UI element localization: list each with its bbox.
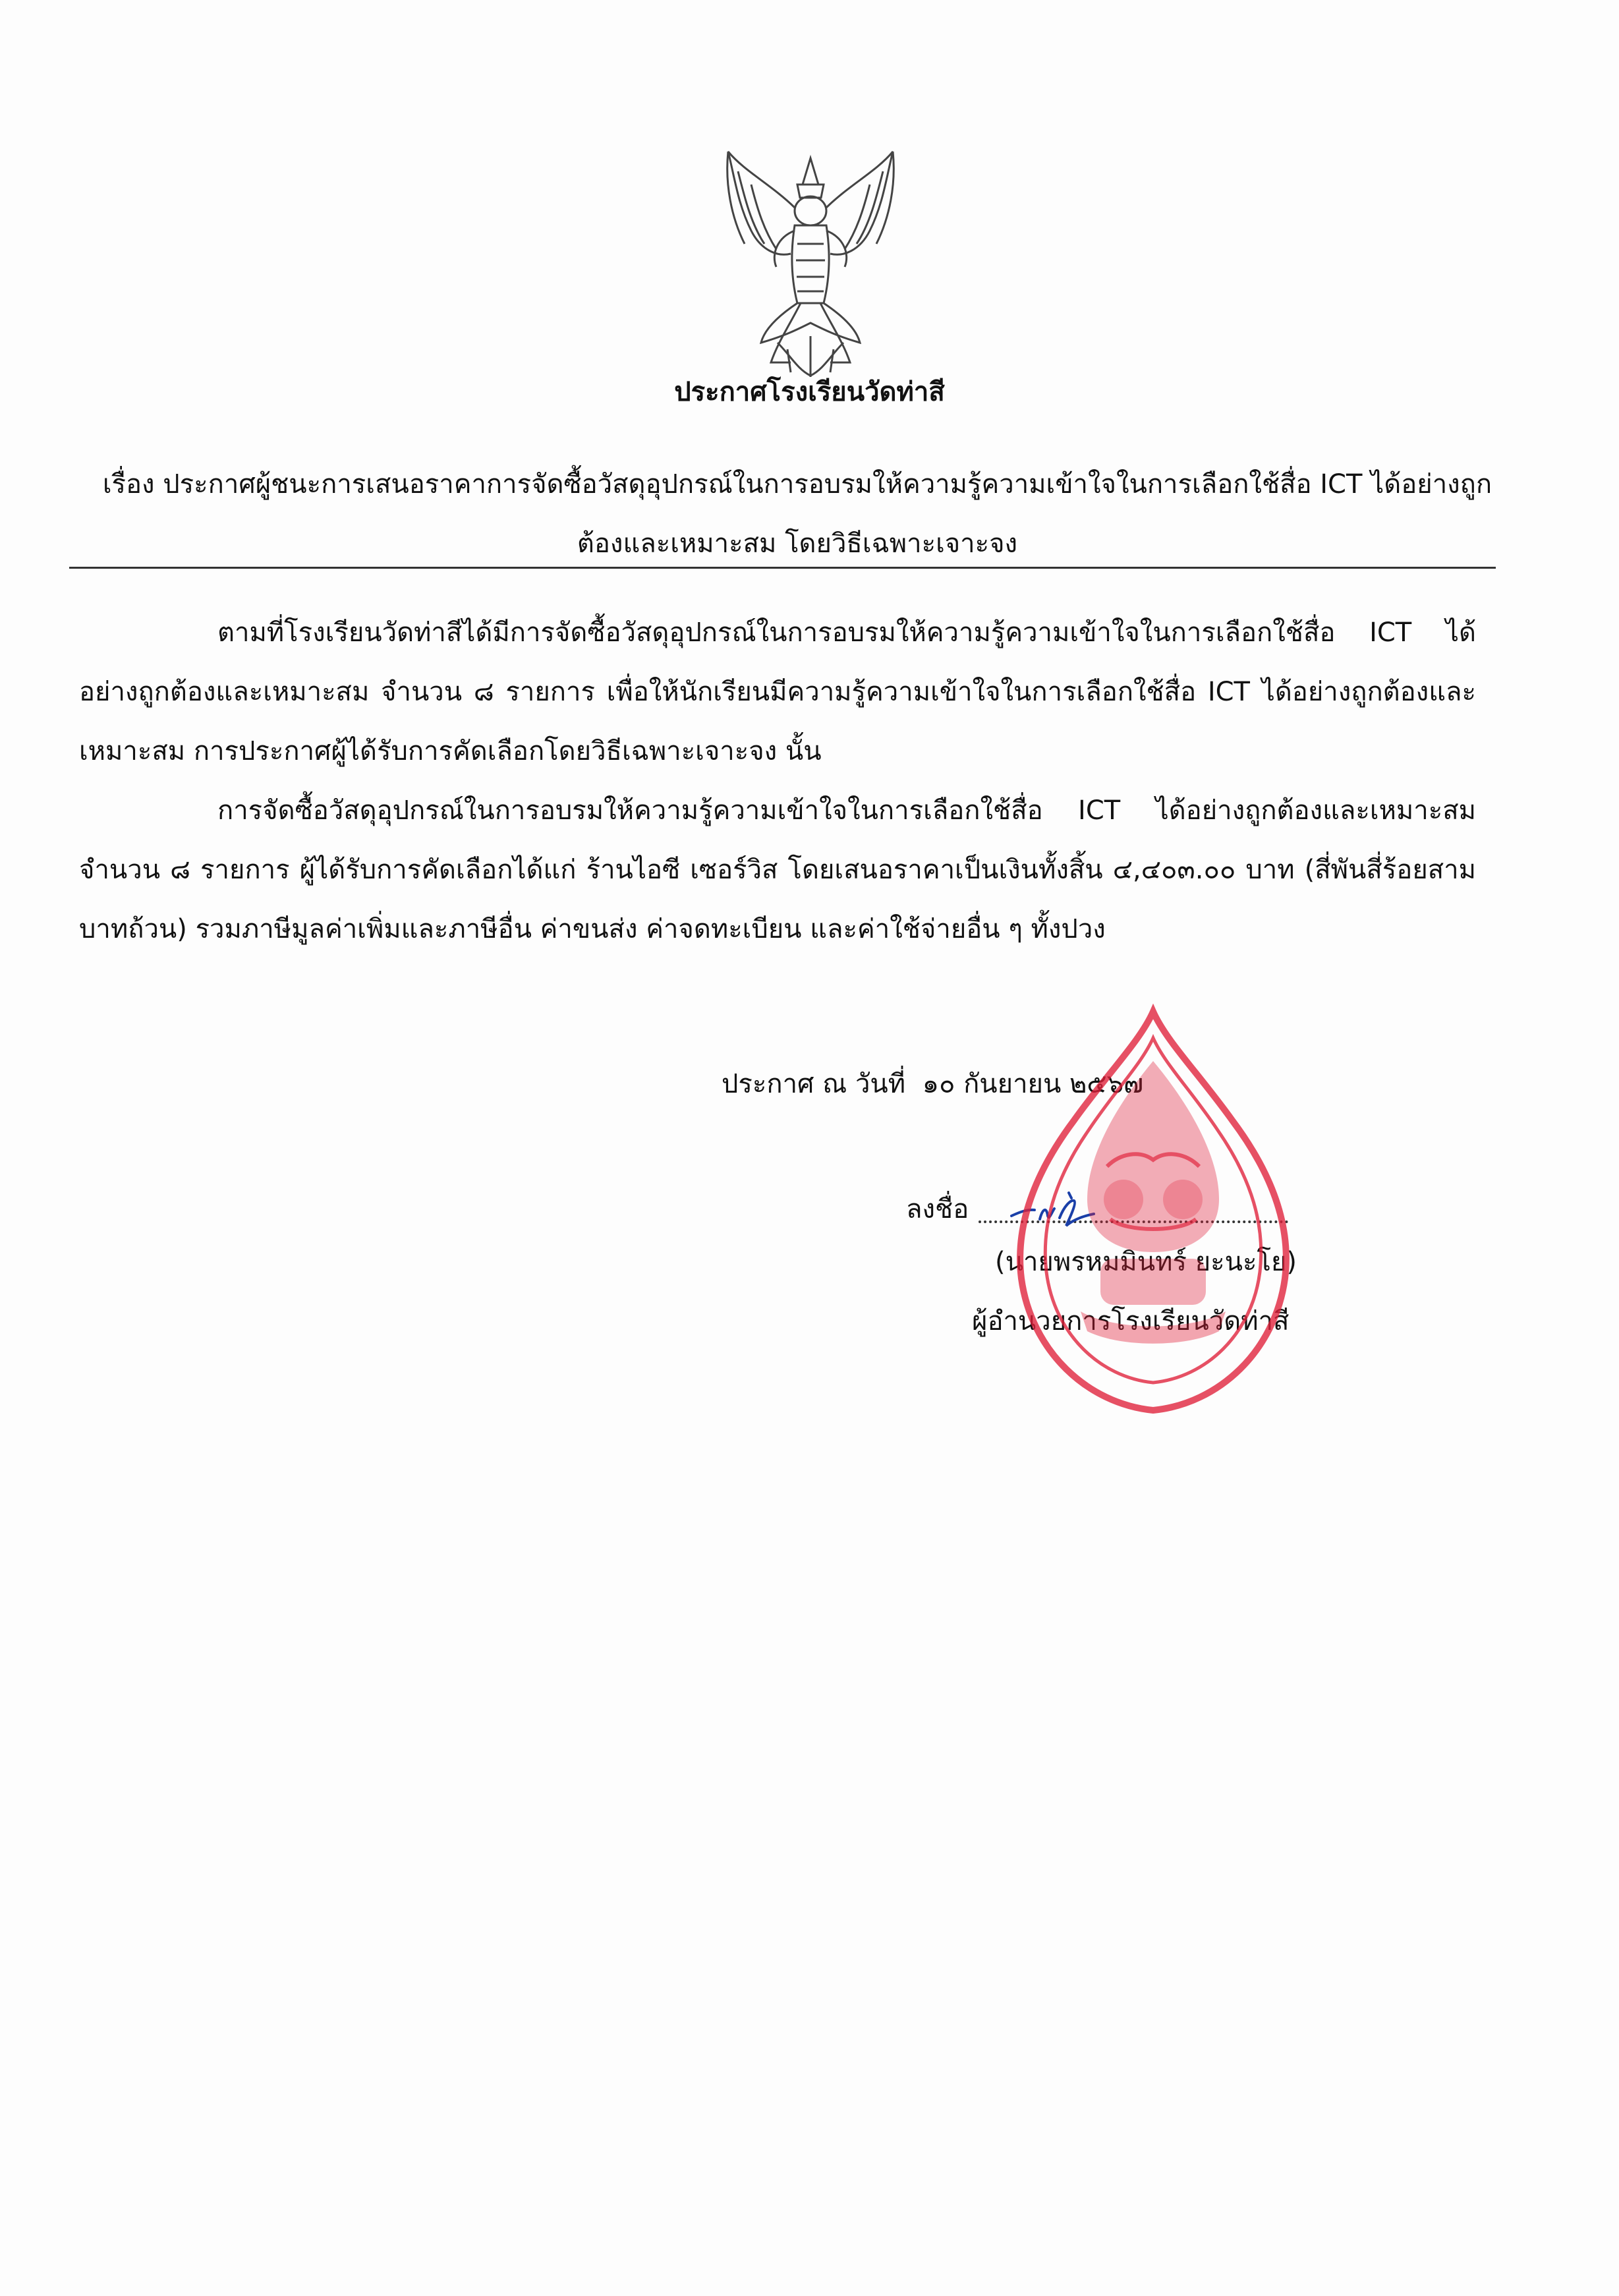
announcement-date: ประกาศ ณ วันที่ ๑๐ กันยายน ๒๕๖๗ [722, 1069, 1144, 1099]
announcement-subject: เรื่อง ประกาศผู้ชนะการเสนอราคาการจัดซื้อวัสดุอุปกรณ์ในการอบรมให้ความรู้ความเข้าใจในการเลือกใช้สื่อ ICT ได้อย่างถูกต้องและเหมาะสม โดยวิธีเฉพาะเจาะจง [102, 469, 1492, 559]
body-paragraph-2: การจัดซื้อวัสดุอุปกรณ์ในการอบรมให้ความรู้ความเข้าใจในการเลือกใช้สื่อ ICT ได้อย่างถูกต้องและเหมาะสม จำนวน ๘ รายการ ผู้ได้รับการคัดเลือกได้แก่ ร้านไอซี เซอร์วิส โดยเสนอราคาเป็นเงินทั้งสิ้น ๔,๔๐๓.๐๐ บาท (สี่พันสี่ร้อยสามบาทถ้วน) รวมภาษีมูลค่าเพิ่มและภาษีอื่น ค่าขนส่ง ค่าจดทะเบียน และค่าใช้จ่ายอื่น ๆ ทั้งปวง [79, 795, 1476, 944]
garuda-emblem-icon [698, 145, 923, 382]
body-paragraph-1: ตามที่โรงเรียนวัดท่าสีได้มีการจัดซื้อวัสดุอุปกรณ์ในการอบรมให้ความรู้ความเข้าใจในการเลือกใช้สื่อ ICT ได้อย่างถูกต้องและเหมาะสม จำนวน ๘ รายการ เพื่อให้นักเรียนมีความรู้ความเข้าใจในการเลือกใช้สื่อ ICT ได้อย่างถูกต้องและเหมาะสม การประกาศผู้ได้รับการคัดเลือกโดยวิธีเฉพาะเจาะจง นั้น [79, 617, 1476, 766]
signature-line [906, 1180, 1301, 1239]
signer-name: (นายพรหมมินทร์ ยะนะโย) [995, 1247, 1297, 1277]
divider [69, 567, 1496, 569]
signature-label: ลงชื่อ [906, 1194, 969, 1224]
announcement-body [79, 603, 1476, 959]
announcement-heading: ประกาศโรงเรียนวัดท่าสี [674, 377, 945, 407]
signer-title: ผู้อำนวยการโรงเรียนวัดท่าสี [972, 1306, 1290, 1336]
handwritten-signature [1008, 1180, 1120, 1239]
